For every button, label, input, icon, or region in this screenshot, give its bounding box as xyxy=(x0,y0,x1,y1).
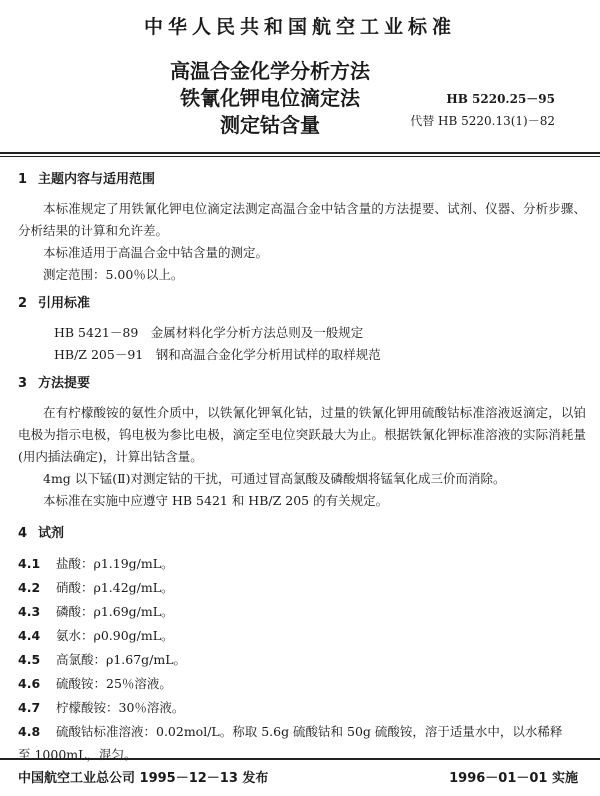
title-line-2: 铁氰化钾电位滴定法 xyxy=(180,86,360,110)
section-heading-4: 4 试剂 xyxy=(18,526,65,541)
reference-item: HB 5421－89 金属材料化学分析方法总则及一般规定 xyxy=(54,325,364,340)
standard-codes xyxy=(395,88,555,132)
section-heading-2: 2 引用标准 xyxy=(18,296,91,311)
reagent-item: 4.7 柠檬酸铵：30％溶液。 xyxy=(18,700,185,715)
footer-divider xyxy=(0,758,600,760)
reagent-item: 4.2 硝酸：ρ1.42g/mL。 xyxy=(18,580,174,595)
paragraph: 在有柠檬酸铵的氨性介质中，以铁氰化钾氧化钴，过量的铁氰化钾用硫酸钴标准溶液返滴定，以铂电极为指示电极，钨电极为参比电极，滴定至电位突跃最大为止。根据铁氰化钾标准溶液的实际消耗量(用内插法确定)，计算出钴含量。 xyxy=(18,405,586,464)
section-heading-3: 3 方法提要 xyxy=(18,376,91,391)
reference-item: HB/Z 205－91 钢和高温合金化学分析用试样的取样规范 xyxy=(54,347,381,362)
reagent-item: 4.1 盐酸：ρ1.19g/mL。 xyxy=(18,556,174,571)
section-heading-1: 1 主题内容与适用范围 xyxy=(18,172,156,187)
title-line-1: 高温合金化学分析方法 xyxy=(170,59,370,83)
issue-date: 中国航空工业总公司 1995－12－13 发布 xyxy=(18,771,269,786)
paragraph: 测定范围：5.00％以上。 xyxy=(43,267,184,282)
paragraph: 本标准适用于高温合金中钴含量的测定。 xyxy=(43,245,269,260)
paragraph: 本标准规定了用铁氰化钾电位滴定法测定高温合金中钴含量的方法提要、试剂、仪器、分析步骤、分析结果的计算和允许差。 xyxy=(18,201,586,238)
document-body xyxy=(18,168,586,766)
title-line-3: 测定钴含量 xyxy=(220,113,320,137)
standard-title xyxy=(150,58,390,139)
organization-title: 中华人民共和国航空工业标准 xyxy=(143,16,456,38)
reagent-item: 4.5 高氯酸：ρ1.67g/mL。 xyxy=(18,652,187,667)
effective-date: 1996－01－01 实施 xyxy=(449,771,578,786)
reagent-item: 4.4 氨水：ρ0.90g/mL。 xyxy=(18,628,174,643)
header-divider xyxy=(0,152,600,154)
standard-code: HB 5220.25－95 xyxy=(446,92,555,106)
replaces-code: 代替 HB 5220.13(1)－82 xyxy=(410,114,555,128)
reagent-item: 4.3 磷酸：ρ1.69g/mL。 xyxy=(18,604,174,619)
paragraph: 4mg 以下锰(Ⅱ)对测定钴的干扰，可通过冒高氯酸及磷酸烟将锰氧化成三价而消除。 xyxy=(43,471,506,486)
reagent-item-continuation: 至 1000mL，混匀。 xyxy=(18,747,137,762)
paragraph: 本标准在实施中应遵守 HB 5421 和 HB/Z 205 的有关规定。 xyxy=(43,493,389,508)
reagent-item: 4.8 硫酸钴标准溶液：0.02mol/L。称取 5.6g 硫酸钴和 50g 硫酸铵，溶于适量水中，以水稀释 至 1000mL，混匀。 xyxy=(18,720,586,766)
header-divider-thin xyxy=(0,156,600,157)
reagent-item: 4.6 硫酸铵：25％溶液。 xyxy=(18,676,172,691)
